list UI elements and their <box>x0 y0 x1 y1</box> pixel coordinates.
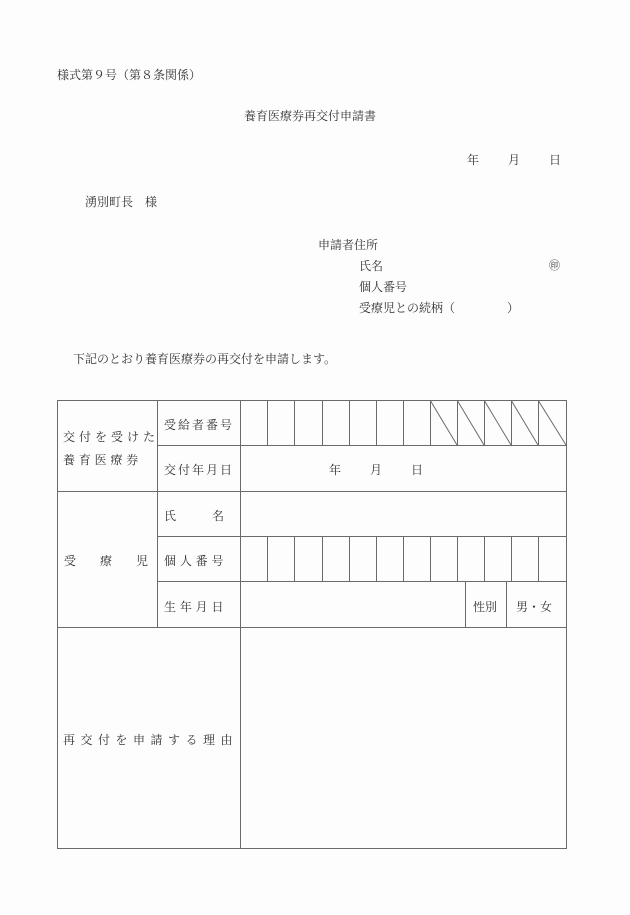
applicant-address-label: 申請者住所 <box>318 238 379 252</box>
issue-date-month: 月 <box>370 463 383 477</box>
issued-voucher-label-line2: 養 育 医 療 券 <box>63 453 139 467</box>
child-personal-number-input[interactable] <box>241 537 566 581</box>
date-month-label: 月 <box>508 153 521 167</box>
issue-date-field[interactable] <box>241 446 566 491</box>
gender-label: 性別 <box>473 600 498 614</box>
document-title: 養育医療券再交付申請書 <box>244 109 377 123</box>
request-statement: 下記のとおり養育医療券の再交付を申請します。 <box>73 352 337 366</box>
patient-child-label: 受 療 児 <box>64 554 149 568</box>
reissue-reason-input[interactable] <box>241 628 566 848</box>
recipient-number-input[interactable] <box>241 401 430 445</box>
gender-divider <box>506 581 507 627</box>
birth-date-input[interactable] <box>241 582 465 627</box>
applicant-personal-number-label: 個人番号 <box>359 280 408 294</box>
date-year-label: 年 <box>467 153 480 167</box>
gender-options[interactable]: 男・女 <box>516 600 553 614</box>
seal-icon: ㊞ <box>549 259 560 272</box>
child-personal-number-label: 個 人 番 号 <box>164 554 224 568</box>
issue-date-year: 年 <box>329 463 342 477</box>
gender-divider <box>465 581 466 627</box>
issue-date-day: 日 <box>411 463 424 477</box>
issue-date-label: 交付年月日 <box>164 463 235 477</box>
applicant-name-label: 氏名 <box>359 259 384 273</box>
recipient-number-label: 受給者番号 <box>164 418 235 432</box>
birth-date-label: 生 年 月 日 <box>164 600 224 614</box>
relationship-label: 受療児との続柄（ <box>359 301 456 315</box>
issued-voucher-label-line1: 交付を受けた <box>63 430 160 444</box>
addressee: 湧別町長 様 <box>85 195 158 209</box>
date-day-label: 日 <box>549 153 562 167</box>
relationship-close: ） <box>507 301 520 315</box>
child-name-label: 氏 名 <box>164 509 225 523</box>
form-number: 様式第９号（第８条関係） <box>57 68 202 82</box>
child-name-input[interactable] <box>241 492 566 536</box>
reissue-reason-label: 再交付を申請する理由 <box>63 733 239 747</box>
